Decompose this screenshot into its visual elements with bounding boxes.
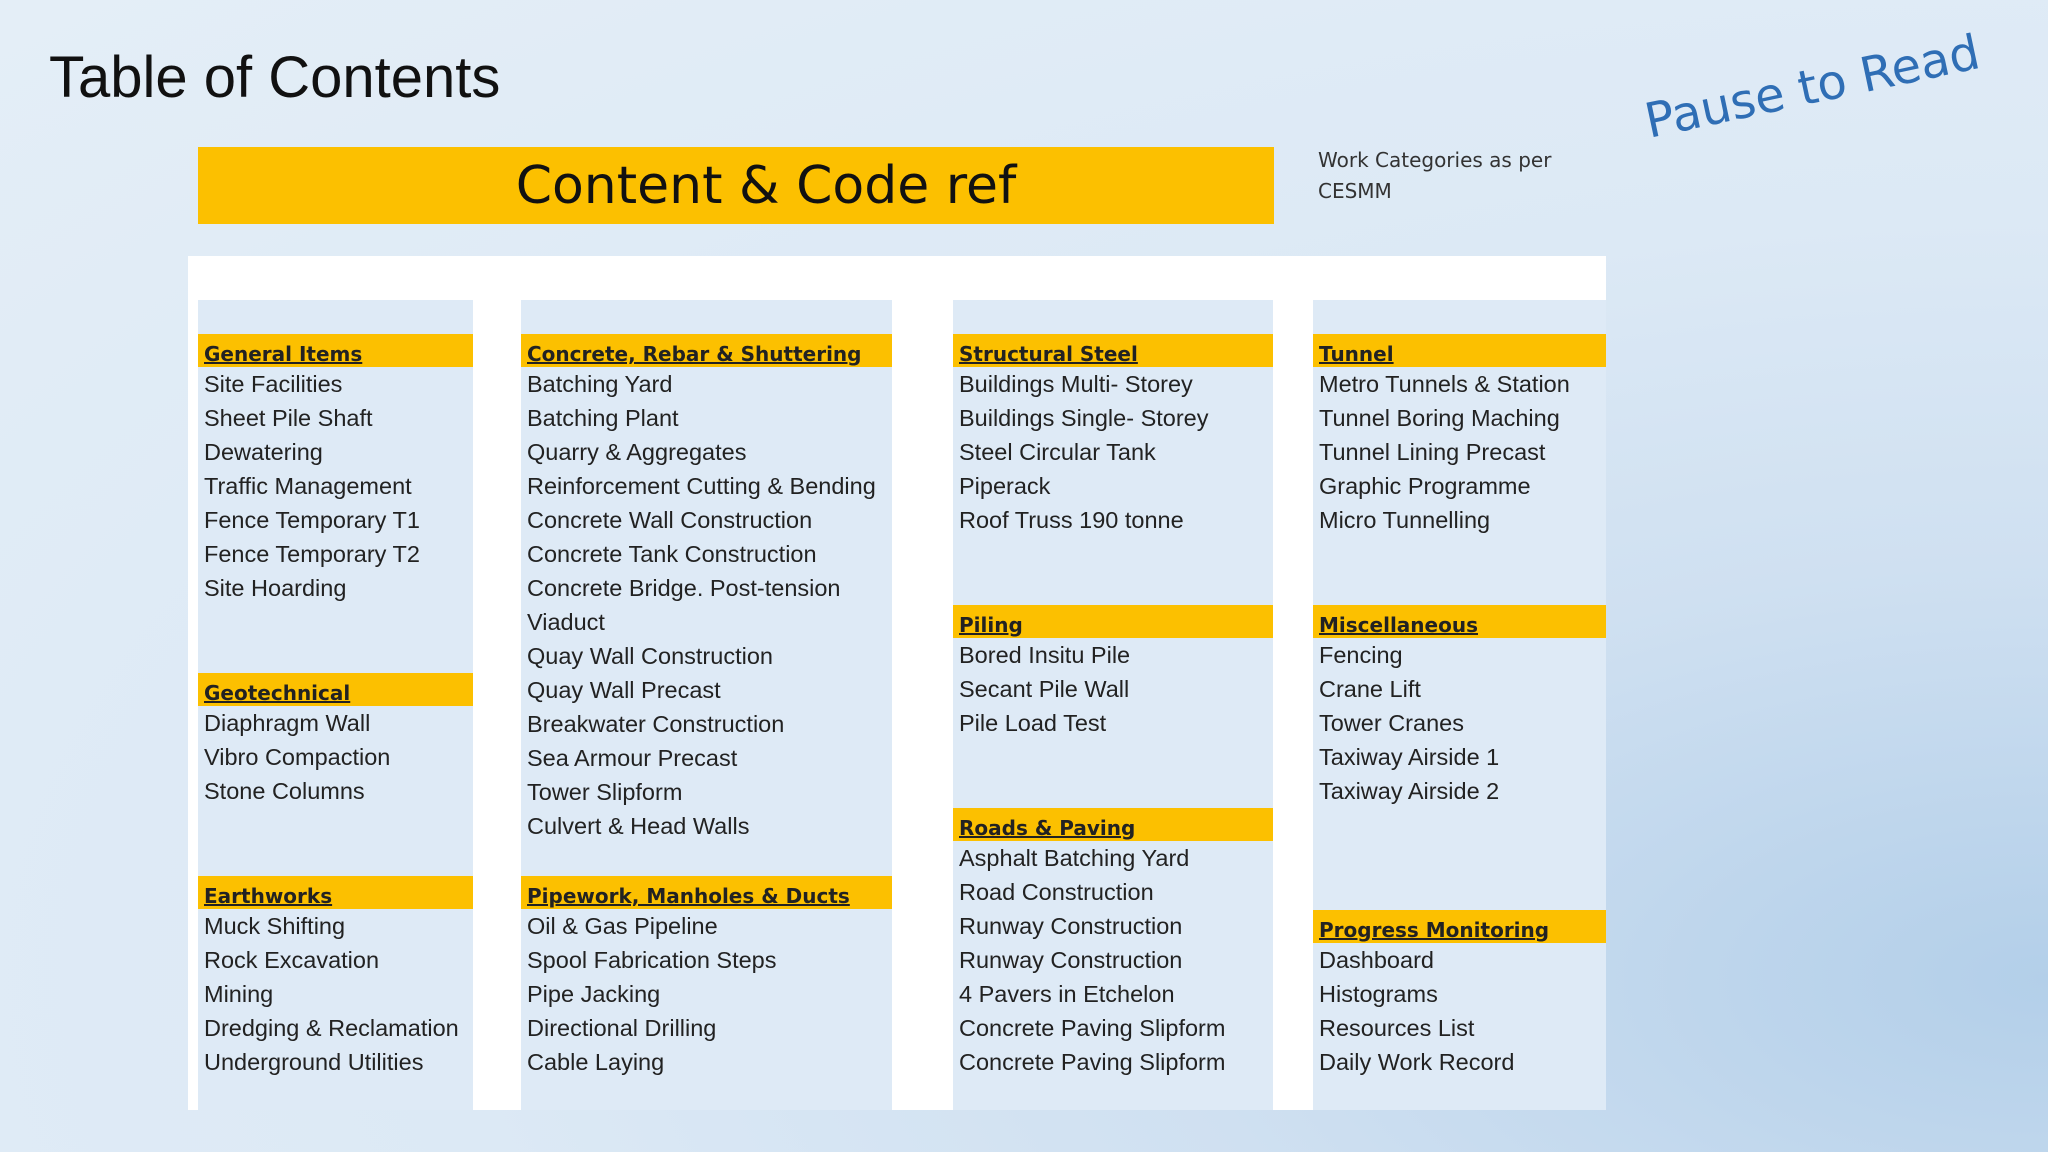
list-item[interactable]: Concrete Paving Slipform bbox=[959, 1049, 1226, 1075]
list-item[interactable]: Viaduct bbox=[527, 609, 605, 635]
list-item[interactable]: Concrete Bridge. Post-tension bbox=[527, 575, 841, 601]
list-item[interactable]: Daily Work Record bbox=[1319, 1049, 1515, 1075]
list-item[interactable]: Secant Pile Wall bbox=[959, 676, 1130, 702]
slide-title: Table of Contents bbox=[49, 45, 501, 110]
list-item[interactable]: Cable Laying bbox=[527, 1049, 665, 1075]
list-item[interactable]: Directional Drilling bbox=[527, 1015, 717, 1041]
section-piling bbox=[953, 605, 1273, 740]
list-item[interactable]: Quarry & Aggregates bbox=[527, 439, 747, 465]
section-header[interactable]: Piling bbox=[953, 605, 1273, 638]
pause-to-read-stamp: Pause to Read bbox=[1640, 24, 1985, 150]
section-progress-monitoring bbox=[1313, 910, 1606, 1079]
section-structural-steel bbox=[953, 334, 1273, 537]
section-header[interactable]: Earthworks bbox=[198, 876, 473, 909]
list-item[interactable]: Dewatering bbox=[204, 439, 323, 465]
list-item[interactable]: Dredging & Reclamation bbox=[204, 1015, 459, 1041]
cesmm-note: Work Categories as per CESMM bbox=[1318, 148, 1552, 203]
list-item[interactable]: Oil & Gas Pipeline bbox=[527, 913, 718, 939]
list-item[interactable]: Breakwater Construction bbox=[527, 711, 785, 737]
list-item[interactable]: Tunnel Lining Precast bbox=[1319, 439, 1546, 465]
list-item[interactable]: Underground Utilities bbox=[204, 1049, 424, 1075]
list-item[interactable]: Quay Wall Construction bbox=[527, 643, 773, 669]
list-item[interactable]: Steel Circular Tank bbox=[959, 439, 1156, 465]
list-item[interactable]: Quay Wall Precast bbox=[527, 677, 721, 703]
list-item[interactable]: Taxiway Airside 2 bbox=[1319, 778, 1500, 804]
section-tunnel bbox=[1313, 334, 1606, 537]
list-item[interactable]: Runway Construction bbox=[959, 913, 1183, 939]
list-item[interactable]: Rock Excavation bbox=[204, 947, 380, 973]
list-item[interactable]: Runway Construction bbox=[959, 947, 1183, 973]
section-general-items bbox=[198, 334, 473, 605]
list-item[interactable]: Pipe Jacking bbox=[527, 981, 661, 1007]
list-item[interactable]: Buildings Multi- Storey bbox=[959, 371, 1193, 397]
list-item[interactable]: Resources List bbox=[1319, 1015, 1475, 1041]
list-item[interactable]: Vibro Compaction bbox=[204, 744, 391, 770]
list-item[interactable]: 4 Pavers in Etchelon bbox=[959, 981, 1175, 1007]
list-item[interactable]: Diaphragm Wall bbox=[204, 710, 371, 736]
list-item[interactable]: Mining bbox=[204, 981, 274, 1007]
section-geotechnical bbox=[198, 673, 473, 808]
list-item[interactable]: Pile Load Test bbox=[959, 710, 1107, 736]
list-item[interactable]: Fence Temporary T1 bbox=[204, 507, 420, 533]
list-item[interactable]: Traffic Management bbox=[204, 473, 412, 499]
section-roads-paving bbox=[953, 808, 1273, 1079]
list-item[interactable]: Piperack bbox=[959, 473, 1051, 499]
list-item[interactable]: Dashboard bbox=[1319, 947, 1434, 973]
list-item[interactable]: Fencing bbox=[1319, 642, 1403, 668]
list-item[interactable]: Stone Columns bbox=[204, 778, 365, 804]
list-item[interactable]: Tower Slipform bbox=[527, 779, 683, 805]
list-item[interactable]: Sheet Pile Shaft bbox=[204, 405, 373, 431]
list-item[interactable]: Road Construction bbox=[959, 879, 1154, 905]
section-concrete-rebar-shuttering bbox=[521, 334, 892, 843]
list-item[interactable]: Bored Insitu Pile bbox=[959, 642, 1131, 668]
list-item[interactable]: Tunnel Boring Maching bbox=[1319, 405, 1560, 431]
list-item[interactable]: Tower Cranes bbox=[1319, 710, 1464, 736]
list-item[interactable]: Roof Truss 190 tonne bbox=[959, 507, 1184, 533]
list-item[interactable]: Batching Plant bbox=[527, 405, 679, 431]
list-item[interactable]: Concrete Wall Construction bbox=[527, 507, 813, 533]
section-header[interactable]: Concrete, Rebar & Shuttering bbox=[521, 334, 892, 367]
list-item[interactable]: Muck Shifting bbox=[204, 913, 346, 939]
list-item[interactable]: Culvert & Head Walls bbox=[527, 813, 750, 839]
section-header[interactable]: Miscellaneous bbox=[1313, 605, 1606, 638]
list-item[interactable]: Concrete Tank Construction bbox=[527, 541, 817, 567]
list-item[interactable]: Taxiway Airside 1 bbox=[1319, 744, 1500, 770]
section-header[interactable]: Progress Monitoring bbox=[1313, 910, 1606, 943]
list-item[interactable]: Reinforcement Cutting & Bending bbox=[527, 473, 876, 499]
section-header[interactable]: General Items bbox=[198, 334, 473, 367]
section-header[interactable]: Roads & Paving bbox=[953, 808, 1273, 841]
list-item[interactable]: Site Hoarding bbox=[204, 575, 347, 601]
list-item[interactable]: Graphic Programme bbox=[1319, 473, 1531, 499]
list-item[interactable]: Asphalt Batching Yard bbox=[959, 845, 1190, 871]
section-header[interactable]: Geotechnical bbox=[198, 673, 473, 706]
list-item[interactable]: Histograms bbox=[1319, 981, 1438, 1007]
section-earthworks bbox=[198, 876, 473, 1079]
section-header[interactable]: Tunnel bbox=[1313, 334, 1606, 367]
section-header[interactable]: Structural Steel bbox=[953, 334, 1273, 367]
list-item[interactable]: Fence Temporary T2 bbox=[204, 541, 420, 567]
list-item[interactable]: Sea Armour Precast bbox=[527, 745, 738, 771]
list-item[interactable]: Concrete Paving Slipform bbox=[959, 1015, 1226, 1041]
list-item[interactable]: Crane Lift bbox=[1319, 676, 1421, 702]
banner-title: Content & Code ref bbox=[515, 155, 1017, 216]
list-item[interactable]: Metro Tunnels & Station bbox=[1319, 371, 1570, 397]
list-item[interactable]: Micro Tunnelling bbox=[1319, 507, 1491, 533]
section-header[interactable]: Pipework, Manholes & Ducts bbox=[521, 876, 892, 909]
list-item[interactable]: Spool Fabrication Steps bbox=[527, 947, 777, 973]
content-banner bbox=[198, 147, 1274, 224]
list-item[interactable]: Site Facilities bbox=[204, 371, 343, 397]
section-miscellaneous bbox=[1313, 605, 1606, 808]
section-pipework-manholes-ducts bbox=[521, 876, 892, 1079]
list-item[interactable]: Batching Yard bbox=[527, 371, 673, 397]
list-item[interactable]: Buildings Single- Storey bbox=[959, 405, 1209, 431]
